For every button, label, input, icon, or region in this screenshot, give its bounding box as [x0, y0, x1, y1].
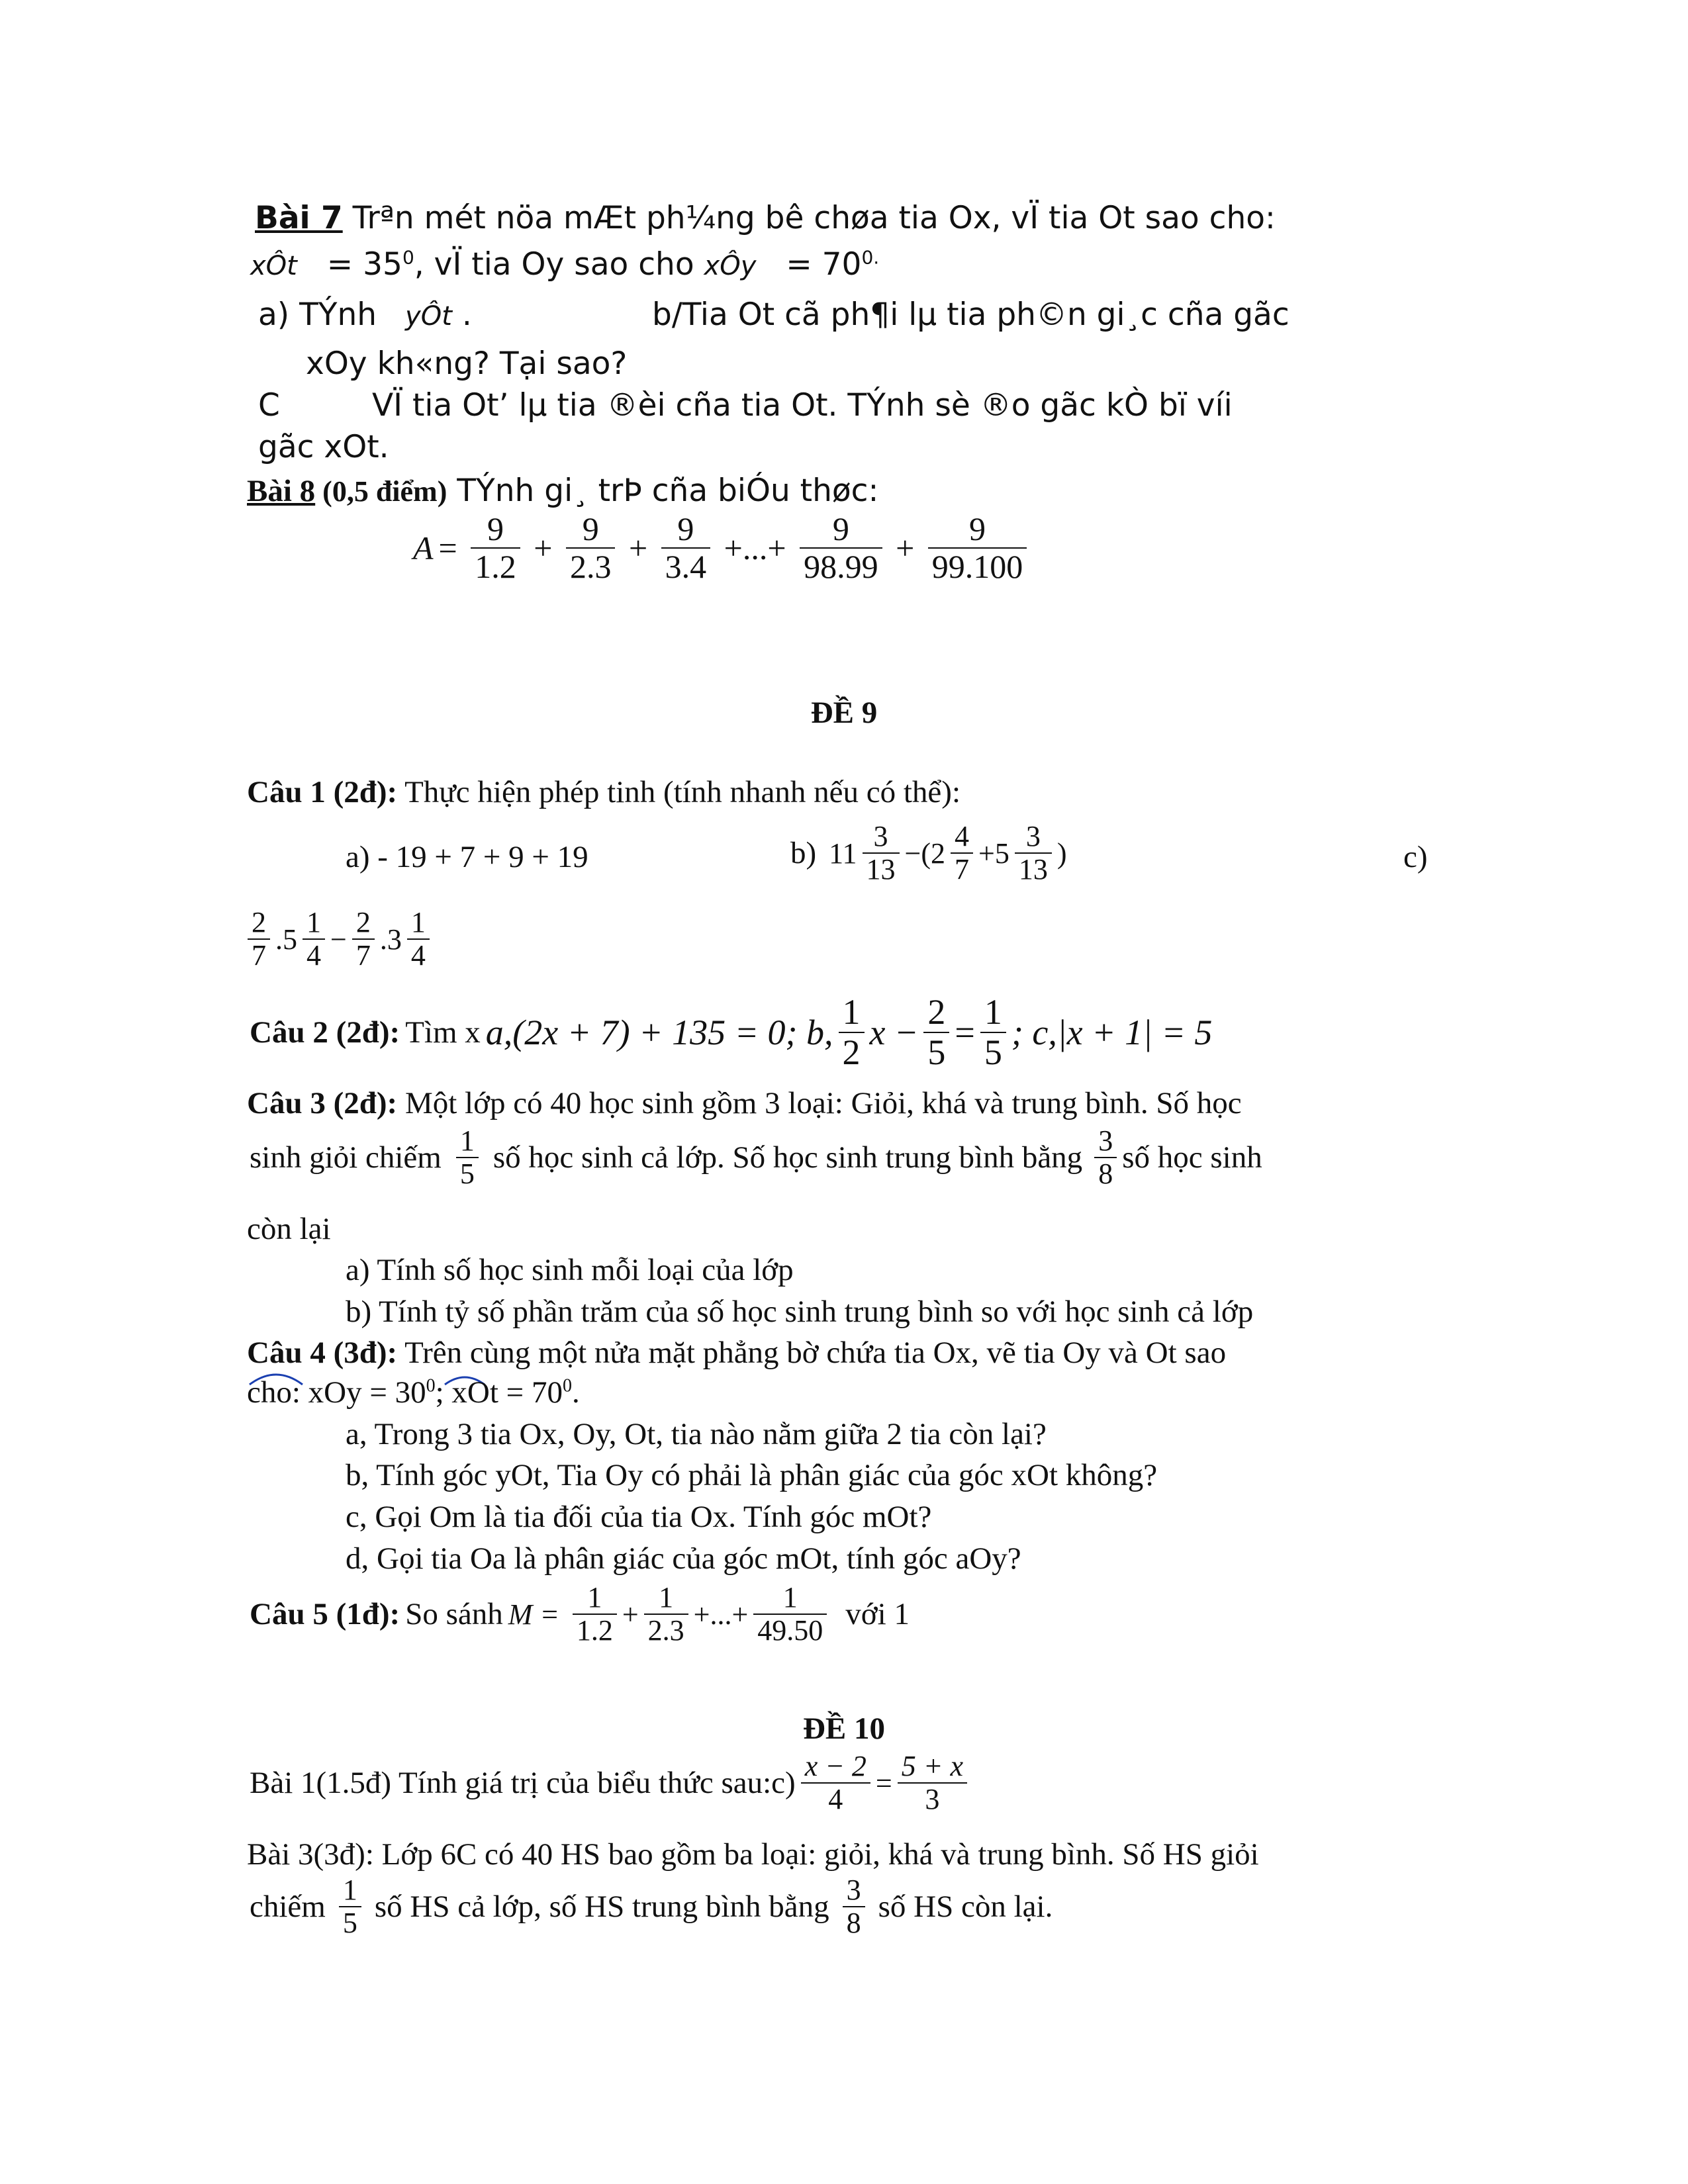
- angle-xOt: xÔt: [250, 251, 297, 281]
- bai7-title: Bài 7: [255, 200, 343, 236]
- cau1-c: $\frac{2}{7}$ .5 $\frac{1}{4}$ − $\frac{2}{7}$ .3 $\frac{1}{4}$: [245, 907, 432, 972]
- bai7-c-cont: gãc xOt.: [258, 429, 389, 465]
- bai7-b-cont: xOy kh«ng? Tại sao?: [306, 345, 628, 382]
- de10-bai3-line1: Bài 3(3đ): Lớp 6C có 40 HS bao gồm ba loại: giỏi, khá và trung bình. Số HS giỏi: [247, 1837, 1259, 1872]
- de10-bai3-line2: chiếm $\frac{1}{5}$ số HS cả lớp, số HS trung bình bằng $\frac{3}{8}$ số HS còn lại.: [250, 1874, 1053, 1940]
- bai7-c-label: C: [258, 387, 280, 424]
- bai7-line1: Bài 7 Trªn mét nöa mÆt ph¼ng bê chøa tia Ox, vÏ tia Ot sao cho:: [255, 200, 1276, 236]
- bai7-b: b/Tia Ot cã ph¶i lµ tia ph©n gi¸c cña gãc: [652, 296, 1289, 333]
- cau3-line2: sinh giỏi chiếm $\frac{1}{5}$ số học sinh cả lớp. Số học sinh trung bình bằng $\frac{3}{8}$ số học sinh: [250, 1124, 1262, 1191]
- cau2: Câu 2 (2đ):Tìm xa,(2x + 7) + 135 = 0; b, $\frac{1}{2}$ x − $\frac{2}{5}$ = $\frac{1}{5}$ ; c,|x + 1| = 5: [250, 992, 1213, 1073]
- cau1-c-label: c): [1403, 840, 1428, 874]
- cau1-b: b) 11 $\frac{3}{13}$ −(2 $\frac{4}{7}$ +5 $\frac{3}{13}$ ): [790, 820, 1067, 886]
- angle-xOy: xÔy: [704, 251, 757, 281]
- cau1-a: a) - 19 + 7 + 9 + 19: [346, 840, 588, 874]
- frac-9-1.2: $\frac{9}{1.2}$: [471, 511, 520, 585]
- de9-title: ĐỀ 9: [810, 696, 878, 730]
- cau4-line1: Câu 4 (3đ): Trên cùng một nửa mặt phẳng bờ chứa tia Ox, vẽ tia Oy và Ot sao: [247, 1336, 1227, 1370]
- cau4-c: c, Gọi Om là tia đối của tia Ox. Tính góc mOt?: [346, 1500, 932, 1534]
- cau4-b: b, Tính góc yOt, Tia Oy có phải là phân giác của góc xOt không?: [346, 1458, 1158, 1492]
- cau4-line2: cho: xOy = $30^0$; xOt = $70^0$.: [247, 1375, 580, 1410]
- cau3-line3: còn lại: [247, 1212, 331, 1246]
- cau4-d: d, Gọi tia Oa là phân giác của góc mOt, tính góc aOy?: [346, 1541, 1021, 1576]
- bai7-line2: xÔt = $35^0$, vÏ tia Oy sao cho xÔy = $70^{0.}$: [250, 246, 880, 283]
- angle-yOt: yÔt: [405, 301, 452, 332]
- de10-bai1: Bài 1(1.5đ) Tính giá trị của biểu thức sau:c) $\frac{x - 2}{4}$ = $\frac{5 + x}{3}$: [247, 1751, 970, 1816]
- bai7-a: a) TÝnh yÔt .: [258, 296, 472, 333]
- bai8-title: Bài 8: [247, 474, 316, 508]
- cau1: Câu 1 (2đ): Thực hiện phép tinh (tính nhanh nếu có thể):: [247, 775, 961, 809]
- cau3-a: a) Tính số học sinh mỗi loại của lớp: [346, 1253, 794, 1287]
- frac-9-2.3: $\frac{9}{2.3}$: [566, 511, 616, 585]
- frac-9-3.4: $\frac{9}{3.4}$: [661, 511, 711, 585]
- de10-title: ĐỀ 10: [802, 1711, 886, 1746]
- cau4-a: a, Trong 3 tia Ox, Oy, Ot, tia nào nằm giữa 2 tia còn lại?: [346, 1417, 1047, 1451]
- cau3-line1: Câu 3 (2đ): Một lớp có 40 học sinh gồm 3 loại: Giỏi, khá và trung bình. Số học: [247, 1086, 1242, 1120]
- frac-9-98.99: $\frac{9}{98.99}$: [800, 511, 882, 585]
- cau5: Câu 5 (1đ):So sánhM = $\frac{1}{1.2}$ + $\frac{1}{2.3}$ +...+ $\frac{1}{49.50}$ với 1: [250, 1581, 910, 1647]
- bai8-heading: Bài 8 (0,5 điểm) TÝnh gi¸ trÞ cña biÓu thøc:: [247, 473, 879, 509]
- cau3-b: b) Tính tỷ số phần trăm của số học sinh trung bình so với học sinh cả lớp: [346, 1295, 1254, 1329]
- bai8-formula: A = $\frac{9}{1.2}$ + $\frac{9}{2.3}$ + $\frac{9}{3.4}$ +...+ $\frac{9}{98.99}$ + $\frac{9}{99.100}$: [410, 511, 1029, 585]
- bai7-c: VÏ tia Ot’ lµ tia ®èi cña tia Ot. TÝnh sè ®o gãc kÒ bï víi: [372, 387, 1233, 424]
- frac-9-99.100: $\frac{9}{99.100}$: [928, 511, 1027, 585]
